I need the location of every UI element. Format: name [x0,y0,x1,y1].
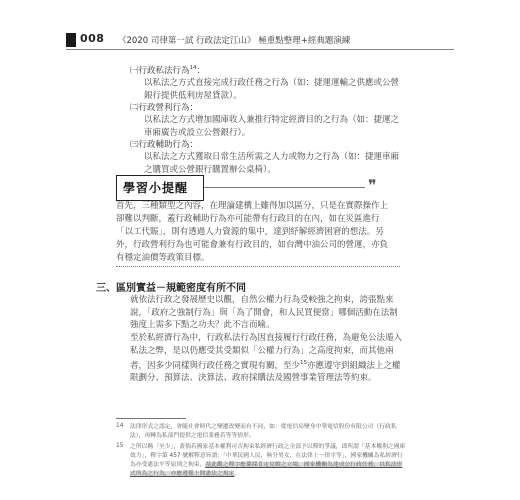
quote-mark-icon: ❞ [368,176,377,195]
section-paragraph-1: 就依法行政之發展歷史以觀，自然公權力行為受較強之拘束，誇張點來說，「政府之強制行為」與「為了開會，和人民買便當」哪個活動在法制強度上需多下點之功夫？此不言而喻。 [130,295,398,330]
page-number: 008 [80,32,105,45]
section-heading: 三、區別實益－規範密度有所不同 [96,283,246,294]
footnote-number: 15 [116,443,124,449]
tip-bottom-rule [116,266,400,267]
tip-heading-rule [204,187,365,188]
header-rule [66,49,454,50]
item-body-profit: 以私法之方式增加國庫收入兼推行特定經濟目的之行為（如：捷運之車廂廣告或設立公營銀行）。 [144,115,400,138]
section-paragraph-2: 至於私經濟行為中，行政私法行為因直接履行行政任務，為避免公法遁入私法之弊，是以仍應受其受類似「公權力行為」之高度拘束，而其他兩者，因多少同樣與行政任務之實現有關，至少$^{15}$亦應遵守到組織法上之權限劃分、預算法、決算法、政府採購法及國營事業管理法等約束。 [130,333,403,384]
tip-body: 首先，三種類型之內容，在理論建構上雖得加以區分，只是在實際操作上卻難以判斷，蓋行政輔助行為亦可能帶有行政目的在內，如在災區進行「以工代賑」，則有透過人力資源的集中，達到紓解經濟困窘的想法。另外，行政營利行為也可能會兼有行政目的，如台灣中油公司的營運，亦負有穩定油價等政策目標。 [116,201,389,263]
footnote-number: 14 [116,423,124,429]
item-title-private-law: ㈠行政私法行為$^{14}$： [130,65,206,76]
item-title-profit: ㈡行政營利行為： [130,103,199,113]
tip-heading: 學習小提醒 [123,181,189,195]
footnote-rule [116,418,186,419]
footnote-ref: 15 [300,360,308,366]
footnote-ref: 14 [189,65,197,72]
item-body-private-law: 以私法之方式直接完成行政任務之行為（如：捷運運輸之供應或公營銀行提供低利房屋貸款）。 [144,78,400,101]
footnote-15: 之所以稱「至少」，蓋倘若國家基本權利可否拘束私經濟行政之全部予以釋的爭議，即所謂「基本權利之國庫效力」，釋字第 457 號解釋意旨謂：「中華民國人民，無分男女，在法律上一律平等」，國家機關為私經濟行為亦受憲法平等原則之拘束，基此觀之釋字應係採肯定見解之立場，國家機關為達成公行政任務，以私法形式所為之行為，亦應遵循上開憲法之規定。 [130,444,406,477]
item-title-auxiliary: ㈢行政輔助行為： [130,140,199,150]
page-marker-block [66,33,76,47]
running-header-title: 《2020 司律第一試 行政法定江山》 極重點整理+經典題演練 [118,36,351,46]
footnote-14: 法律形式之認定，會隨社會時代之變遷改變而有不同，如：從電信局變身中華電信股份有限公司（行政私法），再轉為私部門提供之電信業務若等等情形。 [130,424,397,439]
item-body-auxiliary: 以私法之方式獲取日常生活所需之人力或物力之行為（如：捷運車廂之購買或公營銀行購置辦公桌椅）。 [144,152,400,175]
